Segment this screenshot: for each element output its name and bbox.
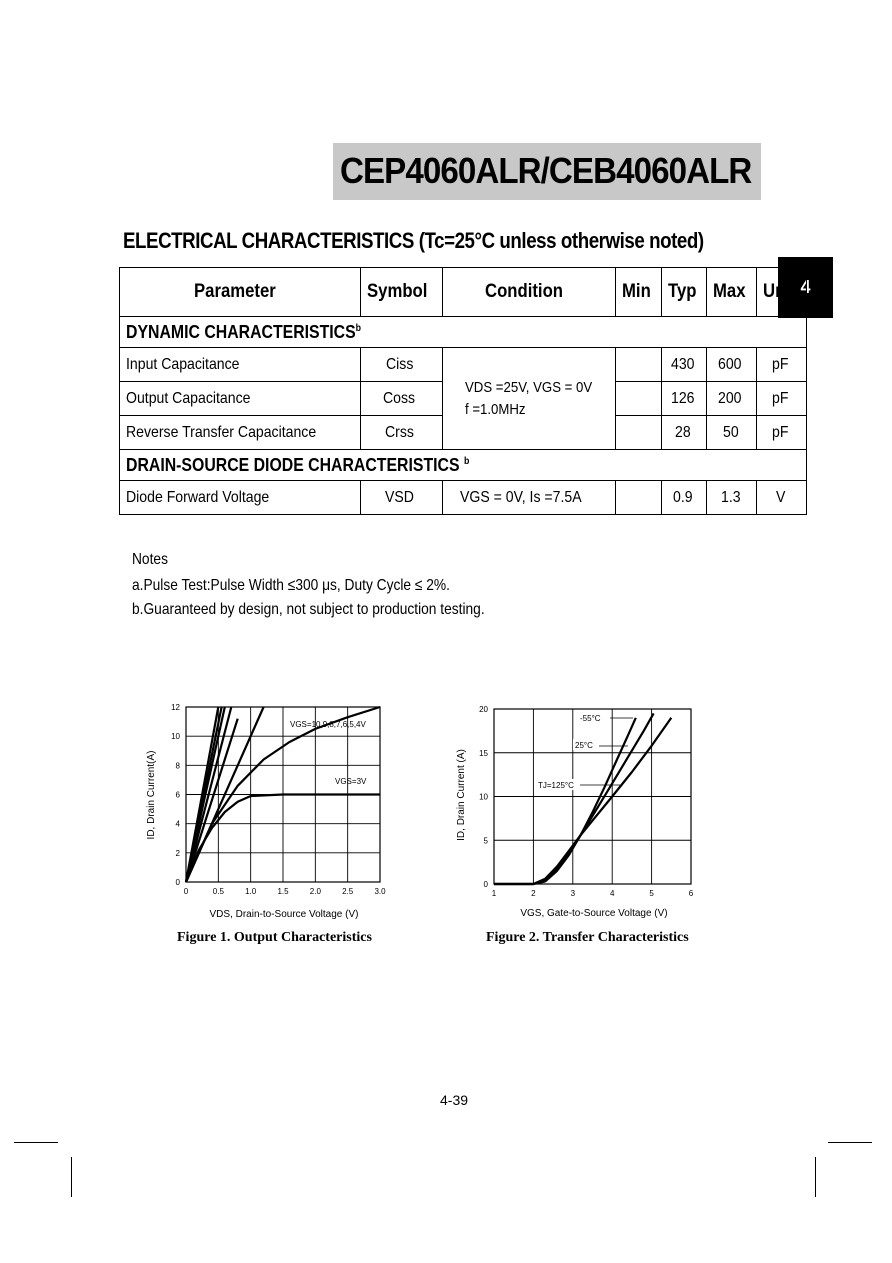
- figure2-grid: [494, 709, 691, 884]
- header-symbol: Symbol: [361, 268, 443, 317]
- figure2-ylabel: ID, Drain Current (A): [456, 749, 467, 841]
- diode-section-row: [120, 450, 807, 481]
- table-row: [120, 348, 807, 382]
- unit-cell: V: [757, 481, 807, 515]
- unit-cell: pF: [757, 416, 807, 450]
- typ-cell: 28: [661, 416, 706, 450]
- dynamic-heading: DYNAMIC CHARACTERISTICS$^b$: [120, 317, 807, 348]
- typ-cell: 0.9: [661, 481, 706, 515]
- header-condition: Condition: [442, 268, 616, 317]
- figure2-label-m55: [578, 712, 633, 723]
- diode-heading: DRAIN-SOURCE DIODE CHARACTERISTICS $^b$: [120, 450, 807, 481]
- min-cell: [616, 416, 662, 450]
- figure2-label-25: [573, 739, 628, 750]
- notes-title: Notes: [132, 551, 168, 568]
- x-tick-label: 1: [491, 889, 497, 898]
- y-tick-label: 0: [483, 880, 488, 889]
- parameter-cell: Input Capacitance: [120, 348, 361, 382]
- figure2-tick-labels: [479, 705, 694, 898]
- note-b: b.Guaranteed by design, not subject to production testing.: [132, 601, 485, 618]
- figure1-annotation-vgs-low: VGS=3V: [335, 777, 367, 786]
- svg-text:TJ=125°C: TJ=125°C: [538, 781, 574, 790]
- figure2-xlabel: VGS, Gate-to-Source Voltage (V): [520, 908, 668, 919]
- dynamic-section-row: [120, 317, 807, 348]
- max-cell: 200: [707, 382, 757, 416]
- figure2-curves: [494, 713, 671, 884]
- condition-cell: VGS = 0V, Is =7.5A: [442, 481, 616, 515]
- y-tick-label: 10: [171, 732, 180, 742]
- header-unit: Unit: [757, 268, 807, 317]
- notes-block: [132, 547, 485, 623]
- spec-table: [119, 267, 807, 515]
- typ-cell: 430: [661, 348, 706, 382]
- symbol-cell: Coss: [361, 382, 443, 416]
- max-cell: 50: [707, 416, 757, 450]
- x-tick-label: 0.5: [212, 887, 224, 896]
- parameter-cell: Output Capacitance: [120, 382, 361, 416]
- y-tick-label: 4: [175, 819, 180, 829]
- y-tick-label: 2: [175, 848, 180, 858]
- part-number-title: CEP4060ALR/CEB4060ALR: [340, 150, 752, 191]
- table-header-row: [120, 268, 807, 317]
- x-tick-label: 4: [609, 889, 615, 898]
- header-parameter: Parameter: [120, 268, 361, 317]
- unit-cell: pF: [757, 348, 807, 382]
- figure2-chart: [450, 695, 720, 925]
- figure1-annotation-vgs-high: VGS=10,9,8,7,6,5,4V: [290, 720, 366, 729]
- y-tick-label: 12: [171, 703, 180, 712]
- y-tick-label: 6: [175, 790, 180, 800]
- crop-mark-right-vertical: [815, 1157, 816, 1197]
- y-tick-label: 20: [479, 705, 488, 714]
- note-a: a.Pulse Test:Pulse Width ≤300 μs, Duty Cycle ≤ 2%.: [132, 577, 450, 594]
- max-cell: 600: [707, 348, 757, 382]
- page-number: 4-39: [440, 1092, 469, 1108]
- x-tick-label: 5: [649, 889, 654, 898]
- header-typ: Typ: [661, 268, 706, 317]
- x-tick-label: 1.5: [277, 887, 289, 896]
- symbol-cell: VSD: [361, 481, 443, 515]
- section-tab: 4: [778, 257, 833, 318]
- figure1-chart: [140, 695, 410, 925]
- series-line: [494, 713, 654, 884]
- crop-mark-right-horizontal: [828, 1142, 872, 1143]
- x-tick-label: 0: [183, 887, 189, 896]
- x-tick-label: 3.0: [374, 887, 386, 896]
- x-tick-label: 1.0: [245, 887, 257, 896]
- section-title: ELECTRICAL CHARACTERISTICS (Tc=25°C unless otherwise noted): [123, 228, 704, 253]
- dynamic-condition-cell: VDS =25V, VGS = 0V f =1.0MHz: [442, 348, 616, 450]
- parameter-cell: Diode Forward Voltage: [120, 481, 361, 515]
- header-max: Max: [707, 268, 757, 317]
- y-tick-label: 5: [483, 836, 488, 846]
- symbol-cell: Ciss: [361, 348, 443, 382]
- svg-text:-55°C: -55°C: [580, 714, 601, 723]
- symbol-cell: Crss: [361, 416, 443, 450]
- unit-cell: pF: [757, 382, 807, 416]
- figure2-caption: Figure 2. Transfer Characteristics: [486, 930, 689, 945]
- crop-mark-left-horizontal: [14, 1142, 58, 1143]
- y-tick-label: 15: [479, 748, 488, 758]
- header-min: Min: [616, 268, 662, 317]
- min-cell: [616, 382, 662, 416]
- x-tick-label: 6: [688, 889, 694, 898]
- table-row: [120, 481, 807, 515]
- typ-cell: 126: [661, 382, 706, 416]
- crop-mark-left-vertical: [71, 1157, 72, 1197]
- y-tick-label: 8: [175, 761, 180, 771]
- parameter-cell: Reverse Transfer Capacitance: [120, 416, 361, 450]
- svg-text:25°C: 25°C: [575, 741, 593, 750]
- x-tick-label: 2: [531, 889, 536, 898]
- x-tick-label: 3: [570, 889, 576, 898]
- figure1-ylabel: ID, Drain Current(A): [146, 750, 157, 840]
- x-tick-label: 2.0: [309, 887, 321, 896]
- min-cell: [616, 348, 662, 382]
- figure1-xlabel: VDS, Drain-to-Source Voltage (V): [209, 909, 359, 920]
- x-tick-label: 2.5: [342, 887, 354, 896]
- y-tick-label: 10: [479, 792, 488, 802]
- min-cell: [616, 481, 662, 515]
- figure1-caption: Figure 1. Output Characteristics: [177, 930, 372, 945]
- y-tick-label: 0: [175, 878, 180, 887]
- max-cell: 1.3: [707, 481, 757, 515]
